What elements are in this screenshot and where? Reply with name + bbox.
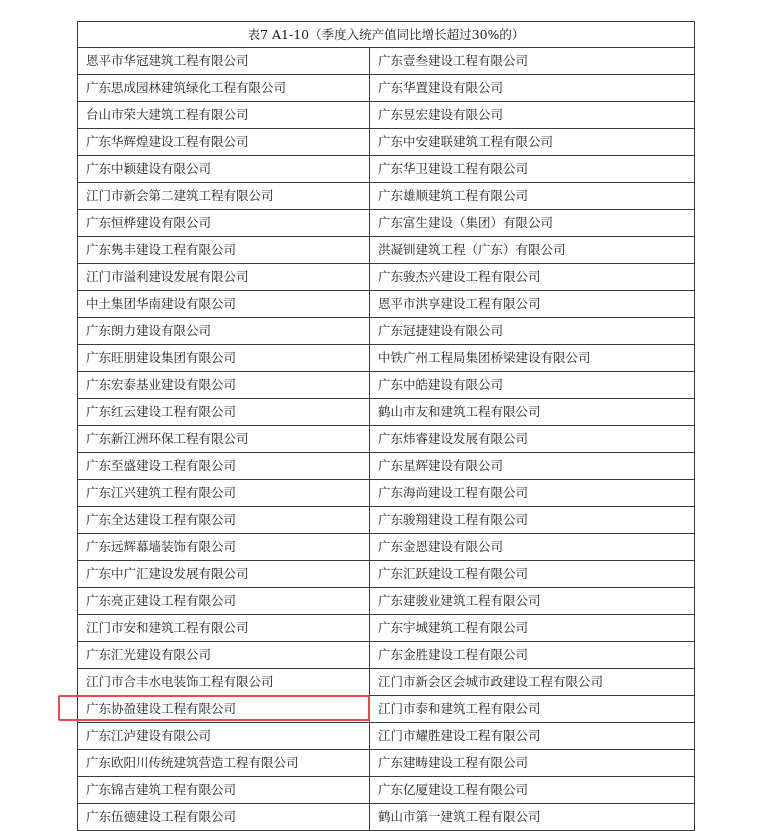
- table-row: [78, 156, 695, 183]
- company-name-right: 江门市耀胜建设工程有限公司: [370, 723, 695, 750]
- table-row: [78, 453, 695, 480]
- company-name-left: 广东汇光建设有限公司: [78, 642, 370, 669]
- table-row: [78, 750, 695, 777]
- company-name-left: 广东朗力建设有限公司: [78, 318, 370, 345]
- company-name-left: 台山市荣大建筑工程有限公司: [78, 102, 370, 129]
- table-row: [78, 588, 695, 615]
- table-row: [78, 399, 695, 426]
- company-name-right: 广东星辉建设有限公司: [370, 453, 695, 480]
- company-name-right: 广东宇城建筑工程有限公司: [370, 615, 695, 642]
- company-name-left: 广东欧阳川传统建筑营造工程有限公司: [78, 750, 370, 777]
- table-row: [78, 264, 695, 291]
- company-name-left: 广东新江洲环保工程有限公司: [78, 426, 370, 453]
- table-title: 表7 A1-10（季度入统产值同比增长超过30%的）: [78, 22, 695, 48]
- company-name-left: 广东隽丰建设工程有限公司: [78, 237, 370, 264]
- table-row: [78, 291, 695, 318]
- table-row: [78, 804, 695, 831]
- table-row: [78, 210, 695, 237]
- table-row: [78, 129, 695, 156]
- company-name-right: 广东建畴建设工程有限公司: [370, 750, 695, 777]
- company-name-left: 广东旺朋建设集团有限公司: [78, 345, 370, 372]
- table-row: [78, 561, 695, 588]
- company-name-left: 江门市新会第二建筑工程有限公司: [78, 183, 370, 210]
- company-name-right: 广东华卫建设工程有限公司: [370, 156, 695, 183]
- table-row: [78, 615, 695, 642]
- company-name-left: 广东至盛建设工程有限公司: [78, 453, 370, 480]
- company-name-right: 广东骏翔建设工程有限公司: [370, 507, 695, 534]
- company-name-right: 江门市泰和建筑工程有限公司: [370, 696, 695, 723]
- company-name-left: 江门市合丰水电装饰工程有限公司: [78, 669, 370, 696]
- company-name-right: 广东华置建设有限公司: [370, 75, 695, 102]
- table-row: [78, 75, 695, 102]
- company-name-right: 中铁广州工程局集团桥梁建设有限公司: [370, 345, 695, 372]
- company-table: [77, 21, 695, 831]
- company-name-right: 广东雄顺建筑工程有限公司: [370, 183, 695, 210]
- table-row: [78, 183, 695, 210]
- company-name-left: 广东亮正建设工程有限公司: [78, 588, 370, 615]
- company-name-right: 广东中安建联建筑工程有限公司: [370, 129, 695, 156]
- company-name-left: 广东江泸建设有限公司: [78, 723, 370, 750]
- company-name-left: 广东江兴建筑工程有限公司: [78, 480, 370, 507]
- company-name-right: 广东昱宏建设有限公司: [370, 102, 695, 129]
- company-name-right: 广东建骏业建筑工程有限公司: [370, 588, 695, 615]
- table-row: [78, 345, 695, 372]
- table-row: [78, 480, 695, 507]
- company-name-left: 广东中广汇建设发展有限公司: [78, 561, 370, 588]
- company-name-right: 恩平市洪享建设工程有限公司: [370, 291, 695, 318]
- table-row: [78, 237, 695, 264]
- company-name-right: 广东炜睿建设发展有限公司: [370, 426, 695, 453]
- company-name-left: 中土集团华南建设有限公司: [78, 291, 370, 318]
- company-name-right: 广东金恩建设有限公司: [370, 534, 695, 561]
- table-row: [78, 642, 695, 669]
- company-name-right: 广东壹叁建设工程有限公司: [370, 48, 695, 75]
- table-row: [78, 723, 695, 750]
- company-name-left: 广东协盈建设工程有限公司: [78, 696, 370, 723]
- company-name-right: 江门市新会区会城市政建设工程有限公司: [370, 669, 695, 696]
- company-name-right: 鹤山市友和建筑工程有限公司: [370, 399, 695, 426]
- company-name-right: 广东富生建设（集团）有限公司: [370, 210, 695, 237]
- company-name-left: 广东红云建设工程有限公司: [78, 399, 370, 426]
- company-name-left: 广东宏泰基业建设有限公司: [78, 372, 370, 399]
- company-name-left: 广东伍德建设工程有限公司: [78, 804, 370, 831]
- table-row: [78, 669, 695, 696]
- table-body: [78, 48, 695, 831]
- company-name-left: 广东锦吉建筑工程有限公司: [78, 777, 370, 804]
- table-row: [78, 507, 695, 534]
- company-name-left: 广东全达建设工程有限公司: [78, 507, 370, 534]
- company-name-right: 广东中皓建设有限公司: [370, 372, 695, 399]
- company-name-right: 广东冠捷建设有限公司: [370, 318, 695, 345]
- table-row: [78, 372, 695, 399]
- table-row: [78, 696, 695, 723]
- table-row: [78, 48, 695, 75]
- company-name-right: 广东亿厦建设工程有限公司: [370, 777, 695, 804]
- company-name-right: 广东骏杰兴建设工程有限公司: [370, 264, 695, 291]
- table-row: [78, 102, 695, 129]
- table-row: [78, 777, 695, 804]
- company-name-right: 广东金胜建设工程有限公司: [370, 642, 695, 669]
- table-title-row: [78, 22, 695, 48]
- company-name-left: 江门市溢利建设发展有限公司: [78, 264, 370, 291]
- company-name-right: 鹤山市第一建筑工程有限公司: [370, 804, 695, 831]
- company-name-right: 广东海尚建设工程有限公司: [370, 480, 695, 507]
- company-name-left: 广东中颖建设有限公司: [78, 156, 370, 183]
- table-row: [78, 534, 695, 561]
- company-name-left: 广东思成园林建筑绿化工程有限公司: [78, 75, 370, 102]
- company-name-left: 广东远辉幕墙装饰有限公司: [78, 534, 370, 561]
- table-row: [78, 426, 695, 453]
- table-row: [78, 318, 695, 345]
- company-name-left: 广东恒桦建设有限公司: [78, 210, 370, 237]
- company-name-right: 广东汇跃建设工程有限公司: [370, 561, 695, 588]
- company-name-left: 江门市安和建筑工程有限公司: [78, 615, 370, 642]
- company-name-left: 恩平市华冠建筑工程有限公司: [78, 48, 370, 75]
- company-name-left: 广东华辉煌建设工程有限公司: [78, 129, 370, 156]
- company-name-right: 洪凝钏建筑工程（广东）有限公司: [370, 237, 695, 264]
